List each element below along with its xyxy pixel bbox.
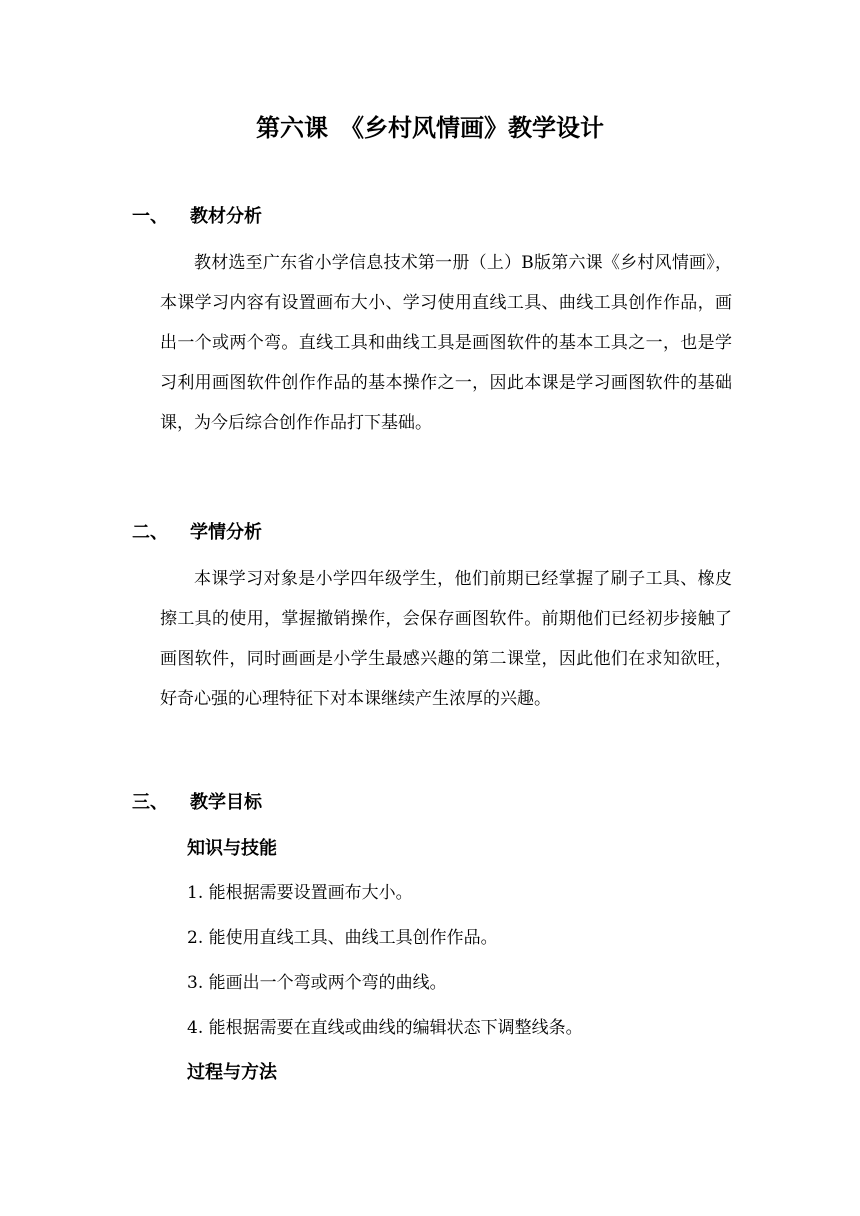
- section-number-3: 三、: [132, 792, 168, 813]
- section-heading-3: [132, 788, 262, 818]
- section-number-2: 二、: [132, 522, 168, 543]
- section-heading-1: [132, 202, 262, 232]
- section-number-1: 一、: [132, 206, 168, 227]
- subsection-heading-process: 过程与方法: [187, 1062, 277, 1083]
- section-paragraph-2: 本课学习对象是小学四年级学生，他们前期已经掌握了刷子工具、橡皮擦工具的使用，掌握撤销操作，会保存画图软件。前期他们已经初步接触了画图软件，同时画画是小学生最感兴趣的第二课堂，因此他们在求知欲旺，好奇心强的心理特征下对本课继续产生浓厚的兴趣。: [160, 569, 732, 709]
- objective-item-2: 2. 能使用直线工具、曲线工具创作作品。: [187, 928, 498, 948]
- section-heading-2: [132, 518, 262, 548]
- section-paragraph-1: 教材选至广东省小学信息技术第一册（上）B版第六课《乡村风情画》，本课学习内容有设置画布大小、学习使用直线工具、曲线工具创作作品，画出一个或两个弯。直线工具和曲线工具是画图软件的基本工具之一，也是学习利用画图软件创作作品的基本操作之一，因此本课是学习画图软件的基础课，为今后综合创作作品打下基础。: [160, 253, 732, 433]
- subsection-heading-knowledge: 知识与技能: [187, 838, 277, 859]
- objective-item-1: 1. 能根据需要设置画布大小。: [187, 883, 413, 903]
- objective-item-3: 3. 能画出一个弯或两个弯的曲线。: [187, 973, 447, 993]
- section-title-2: 学情分析: [190, 522, 262, 543]
- document-title: 第六课 《乡村风情画》教学设计: [256, 114, 604, 142]
- objective-item-4: 4. 能根据需要在直线或曲线的编辑状态下调整线条。: [187, 1018, 583, 1038]
- section-title-3: 教学目标: [190, 792, 262, 813]
- section-title-1: 教材分析: [190, 206, 262, 227]
